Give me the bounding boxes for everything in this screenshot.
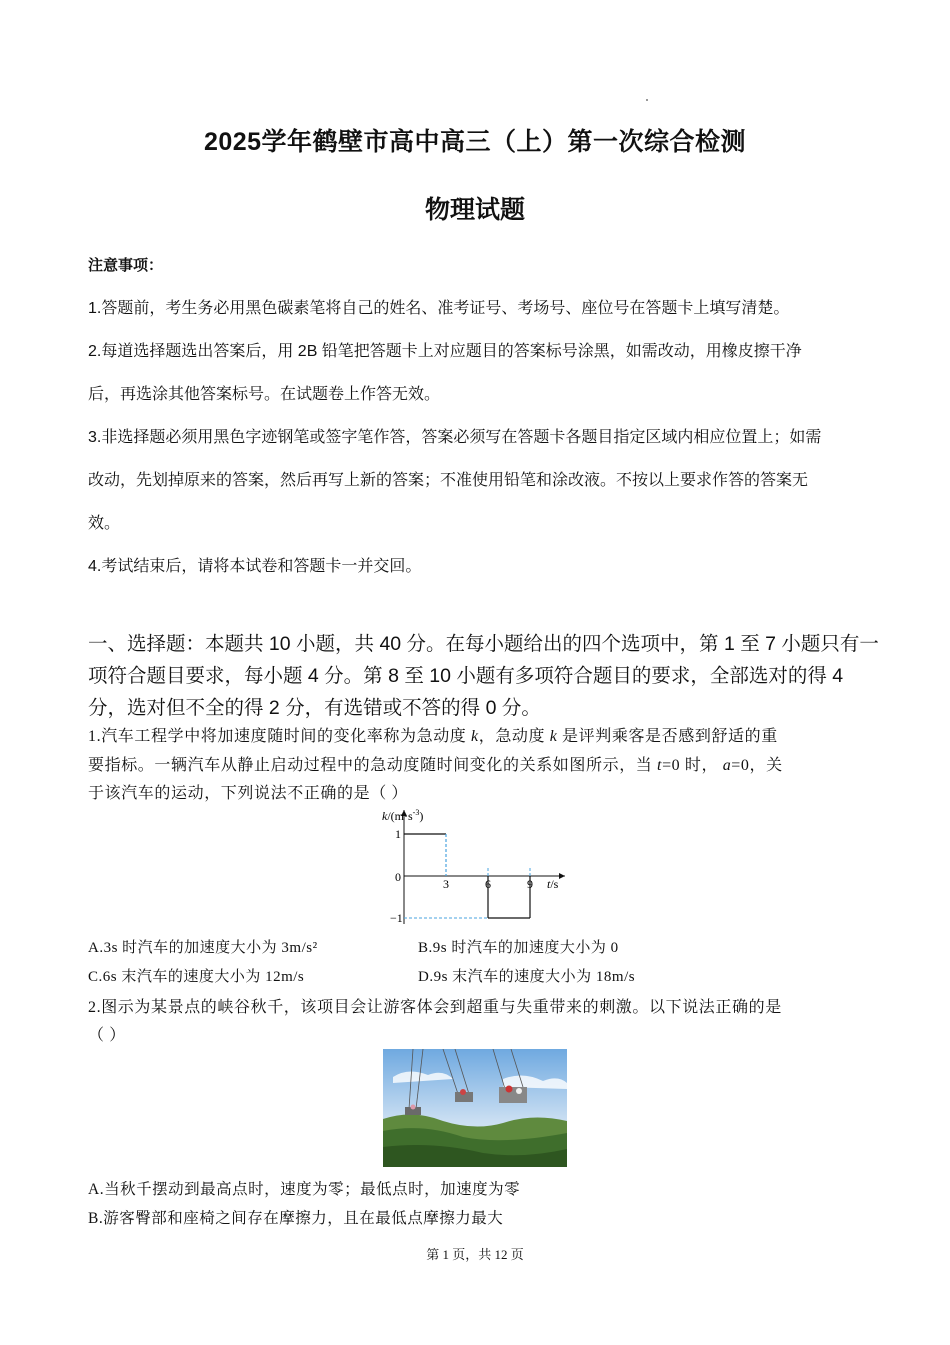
section-heading-line: 一、选择题：本题共 10 小题，共 40 分。在每小题给出的四个选项中，第 1 至 7 小题只有一 [88,633,879,655]
exam-title: 2025学年鹤壁市高中高三（上）第一次综合检测 [203,128,747,156]
q1-text: 1.汽车工程学中将加速度随时间的变化率称为急动度 [88,728,472,745]
q1-var-k: k [549,728,558,745]
note-line: 效。 [88,515,121,532]
x-axis-label: t/s [547,877,559,891]
note-line: 1.答题前，考生务必用黑色碳素笔将自己的姓名、准考证号、考场号、座位号在答题卡上填写清楚。 [88,300,790,317]
q1-option-b: B.9s 时汽车的加速度大小为 0 [418,940,619,956]
note-line: 2.每道选择题选出答案后，用 2B 铅笔把答题卡上对应题目的答案标号涂黑，如需改动，用橡皮擦干净 [88,343,802,360]
q1-option-c: C.6s 末汽车的速度大小为 12m/s [88,969,305,985]
y-tick-label: −1 [390,911,403,925]
note-line: 后，再选涂其他答案标号。在试题卷上作答无效。 [88,386,441,403]
q1-text: =0 时， [662,757,723,774]
q1-var-t: t [657,757,663,774]
origin-label: 0 [395,870,401,884]
notes-heading: 注意事项： [88,257,164,274]
page-mark [646,99,648,101]
x-tick-label: 3 [443,877,449,891]
x-tick-label: 6 [485,877,491,891]
q1-var-k: k [471,728,479,745]
canyon-swing-photo [383,1049,567,1167]
question-2-line: 2.图示为某景点的峡谷秋千，该项目会让游客体会到超重与失重带来的刺激。以下说法正确的是 [88,999,782,1016]
question-2-line: （ ） [88,1027,126,1044]
q1-text: 是评判乘客是否感到舒适的重 [557,728,778,745]
note-line: 4.考试结束后，请将本试卷和答题卡一并交回。 [88,558,422,575]
section-heading-line: 项符合题目要求，每小题 4 分。第 8 至 10 小题有多项符合题目的要求，全部选对的得 4 [88,665,844,687]
section-heading-line: 分，选对但不全的得 2 分，有选错或不答的得 0 分。 [88,697,541,719]
page-footer: 第 1 页，共 12 页 [426,1247,524,1262]
question-1-line: 于该汽车的运动，下列说法不正确的是（ ） [88,785,409,802]
jerk-time-chart [360,800,580,930]
q1-text: =0，关 [731,757,783,774]
exam-subtitle: 物理试题 [424,196,525,224]
q1-option-d: D.9s 末汽车的速度大小为 18m/s [418,969,636,985]
q1-text: 要指标。一辆汽车从静止启动过程中的急动度随时间变化的关系如图所示，当 [88,757,658,774]
q1-var-a: a [722,757,732,774]
q1-option-a: A.3s 时汽车的加速度大小为 3m/s² [88,940,318,956]
question-1-line [88,752,783,775]
q1-text: ，急动度 [478,728,550,745]
note-line: 改动，先划掉原来的答案，然后再写上新的答案；不准使用铅笔和涂改液。不按以上要求作答的答案无 [88,472,809,489]
question-1-line [88,723,778,746]
y-axis-label: $k/(m\cdot s^{-3})$ [382,808,424,823]
y-tick-label: 1 [395,827,401,841]
q2-option-a: A.当秋千摆动到最高点时，速度为零；最低点时，加速度为零 [88,1181,521,1198]
note-line: 3.非选择题必须用黑色字迹钢笔或签字笔作答，答案必须写在答题卡各题目指定区域内相应位置上；如需 [88,429,822,446]
q2-option-b: B.游客臀部和座椅之间存在摩擦力，且在最低点摩擦力最大 [88,1210,504,1227]
x-tick-label: 9 [527,877,533,891]
